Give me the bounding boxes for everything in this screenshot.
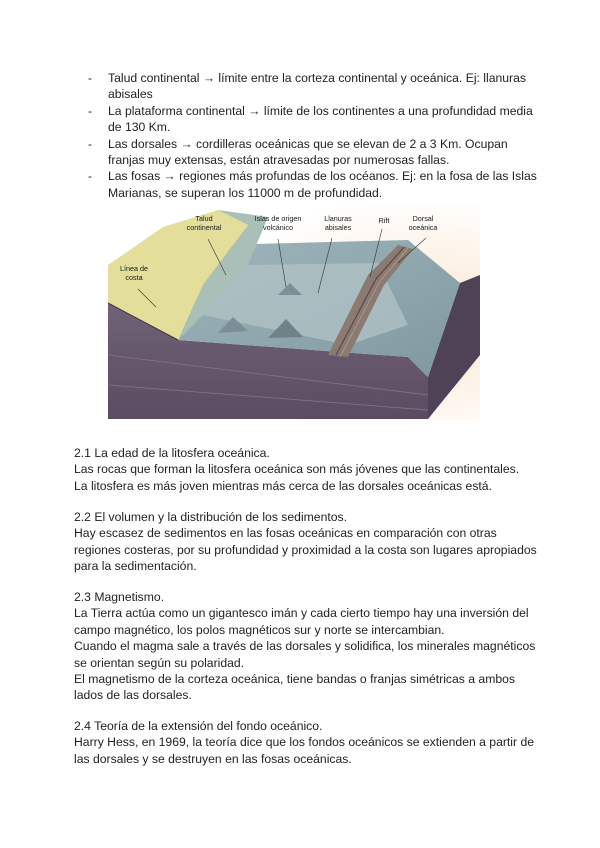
bullet-item-plataforma bbox=[88, 103, 538, 136]
bullet-marker: - bbox=[88, 71, 93, 85]
section-extension-fondo bbox=[74, 718, 544, 767]
label-llanuras-2: abisales bbox=[324, 223, 352, 232]
section-line: Cuando el magma sale a través de las dorsales y solidifica, los minerales magnéticos se orientan según su polaridad. bbox=[74, 639, 536, 670]
section-line: La Tierra actúa como un gigantesco imán y cada cierto tiempo hay una inversión del campo magnético, los polos magnéticos sur y norte se intercambian. bbox=[74, 606, 529, 637]
label-dorsal-2: oceánica bbox=[408, 223, 438, 232]
ocean-floor-illustration bbox=[108, 205, 480, 420]
label-talud-1: Talud bbox=[195, 214, 213, 223]
label-islas-1: Islas de origen bbox=[254, 214, 302, 223]
label-costa-1: Línea de bbox=[120, 264, 148, 273]
section-heading: 2.1 La edad de la litosfera oceánica. bbox=[74, 446, 270, 460]
label-llanuras-1: Llanuras bbox=[324, 214, 352, 223]
section-line: Harry Hess, en 1969, la teoría dice que los fondos oceánicos se extienden a partir de las dorsales y se destruyen en las fosas oceánicas. bbox=[74, 735, 535, 766]
bullet-item-dorsales bbox=[88, 136, 538, 169]
bullet-item-talud bbox=[88, 70, 538, 103]
ocean-floor-diagram bbox=[108, 205, 480, 420]
section-sedimentos bbox=[74, 509, 544, 575]
section-line: Hay escasez de sedimentos en las fosas oceánicas en comparación con otras regiones costeras, por su profundidad y proximidad a la costa son lugares apropiados para la sedimentación. bbox=[74, 526, 537, 574]
section-line: La litosfera es más joven mientras más cerca de las dorsales oceánicas está. bbox=[74, 478, 492, 493]
label-rift: Rift bbox=[378, 216, 390, 225]
section-heading: 2.4 Teoría de la extensión del fondo oceánico. bbox=[74, 719, 323, 733]
section-magnetismo bbox=[74, 589, 544, 704]
bullet-text: Las fosas → regiones más profundas de los océanos. Ej: en la fosa de las Islas Marianas, se superan los 11000 m de profundidad. bbox=[108, 169, 537, 200]
label-dorsal-1: Dorsal bbox=[412, 214, 434, 223]
section-line: Las rocas que forman la litosfera oceánica son más jóvenes que las continentales. bbox=[74, 462, 520, 477]
label-talud-2: continental bbox=[186, 223, 222, 232]
bullet-list bbox=[88, 70, 538, 201]
label-costa-2: costa bbox=[125, 273, 143, 282]
section-heading: 2.3 Magnetismo. bbox=[74, 590, 165, 604]
bullet-marker: - bbox=[88, 103, 93, 118]
bullet-marker: - bbox=[88, 169, 93, 184]
bullet-item-fosas bbox=[88, 168, 538, 201]
label-islas-2: volcánico bbox=[263, 223, 293, 232]
bullet-text: La plataforma continental → límite de los continentes a una profundidad media de 130 Km. bbox=[108, 103, 533, 135]
bullet-marker: - bbox=[88, 136, 93, 151]
bullet-text: Talud continental → límite entre la corteza continental y oceánica. Ej: llanuras abisales bbox=[108, 71, 526, 102]
section-edad-litosfera bbox=[74, 445, 544, 494]
section-heading: 2.2 El volumen y la distribución de los sedimentos. bbox=[74, 510, 348, 524]
bullet-text: Las dorsales → cordilleras oceánicas que se elevan de 2 a 3 Km. Ocupan franjas muy extensas, están atravesadas por numerosas fallas. bbox=[108, 136, 508, 168]
section-line: El magnetismo de la corteza oceánica, tiene bandas o franjas simétricas a ambos lados de las dorsales. bbox=[74, 672, 516, 703]
